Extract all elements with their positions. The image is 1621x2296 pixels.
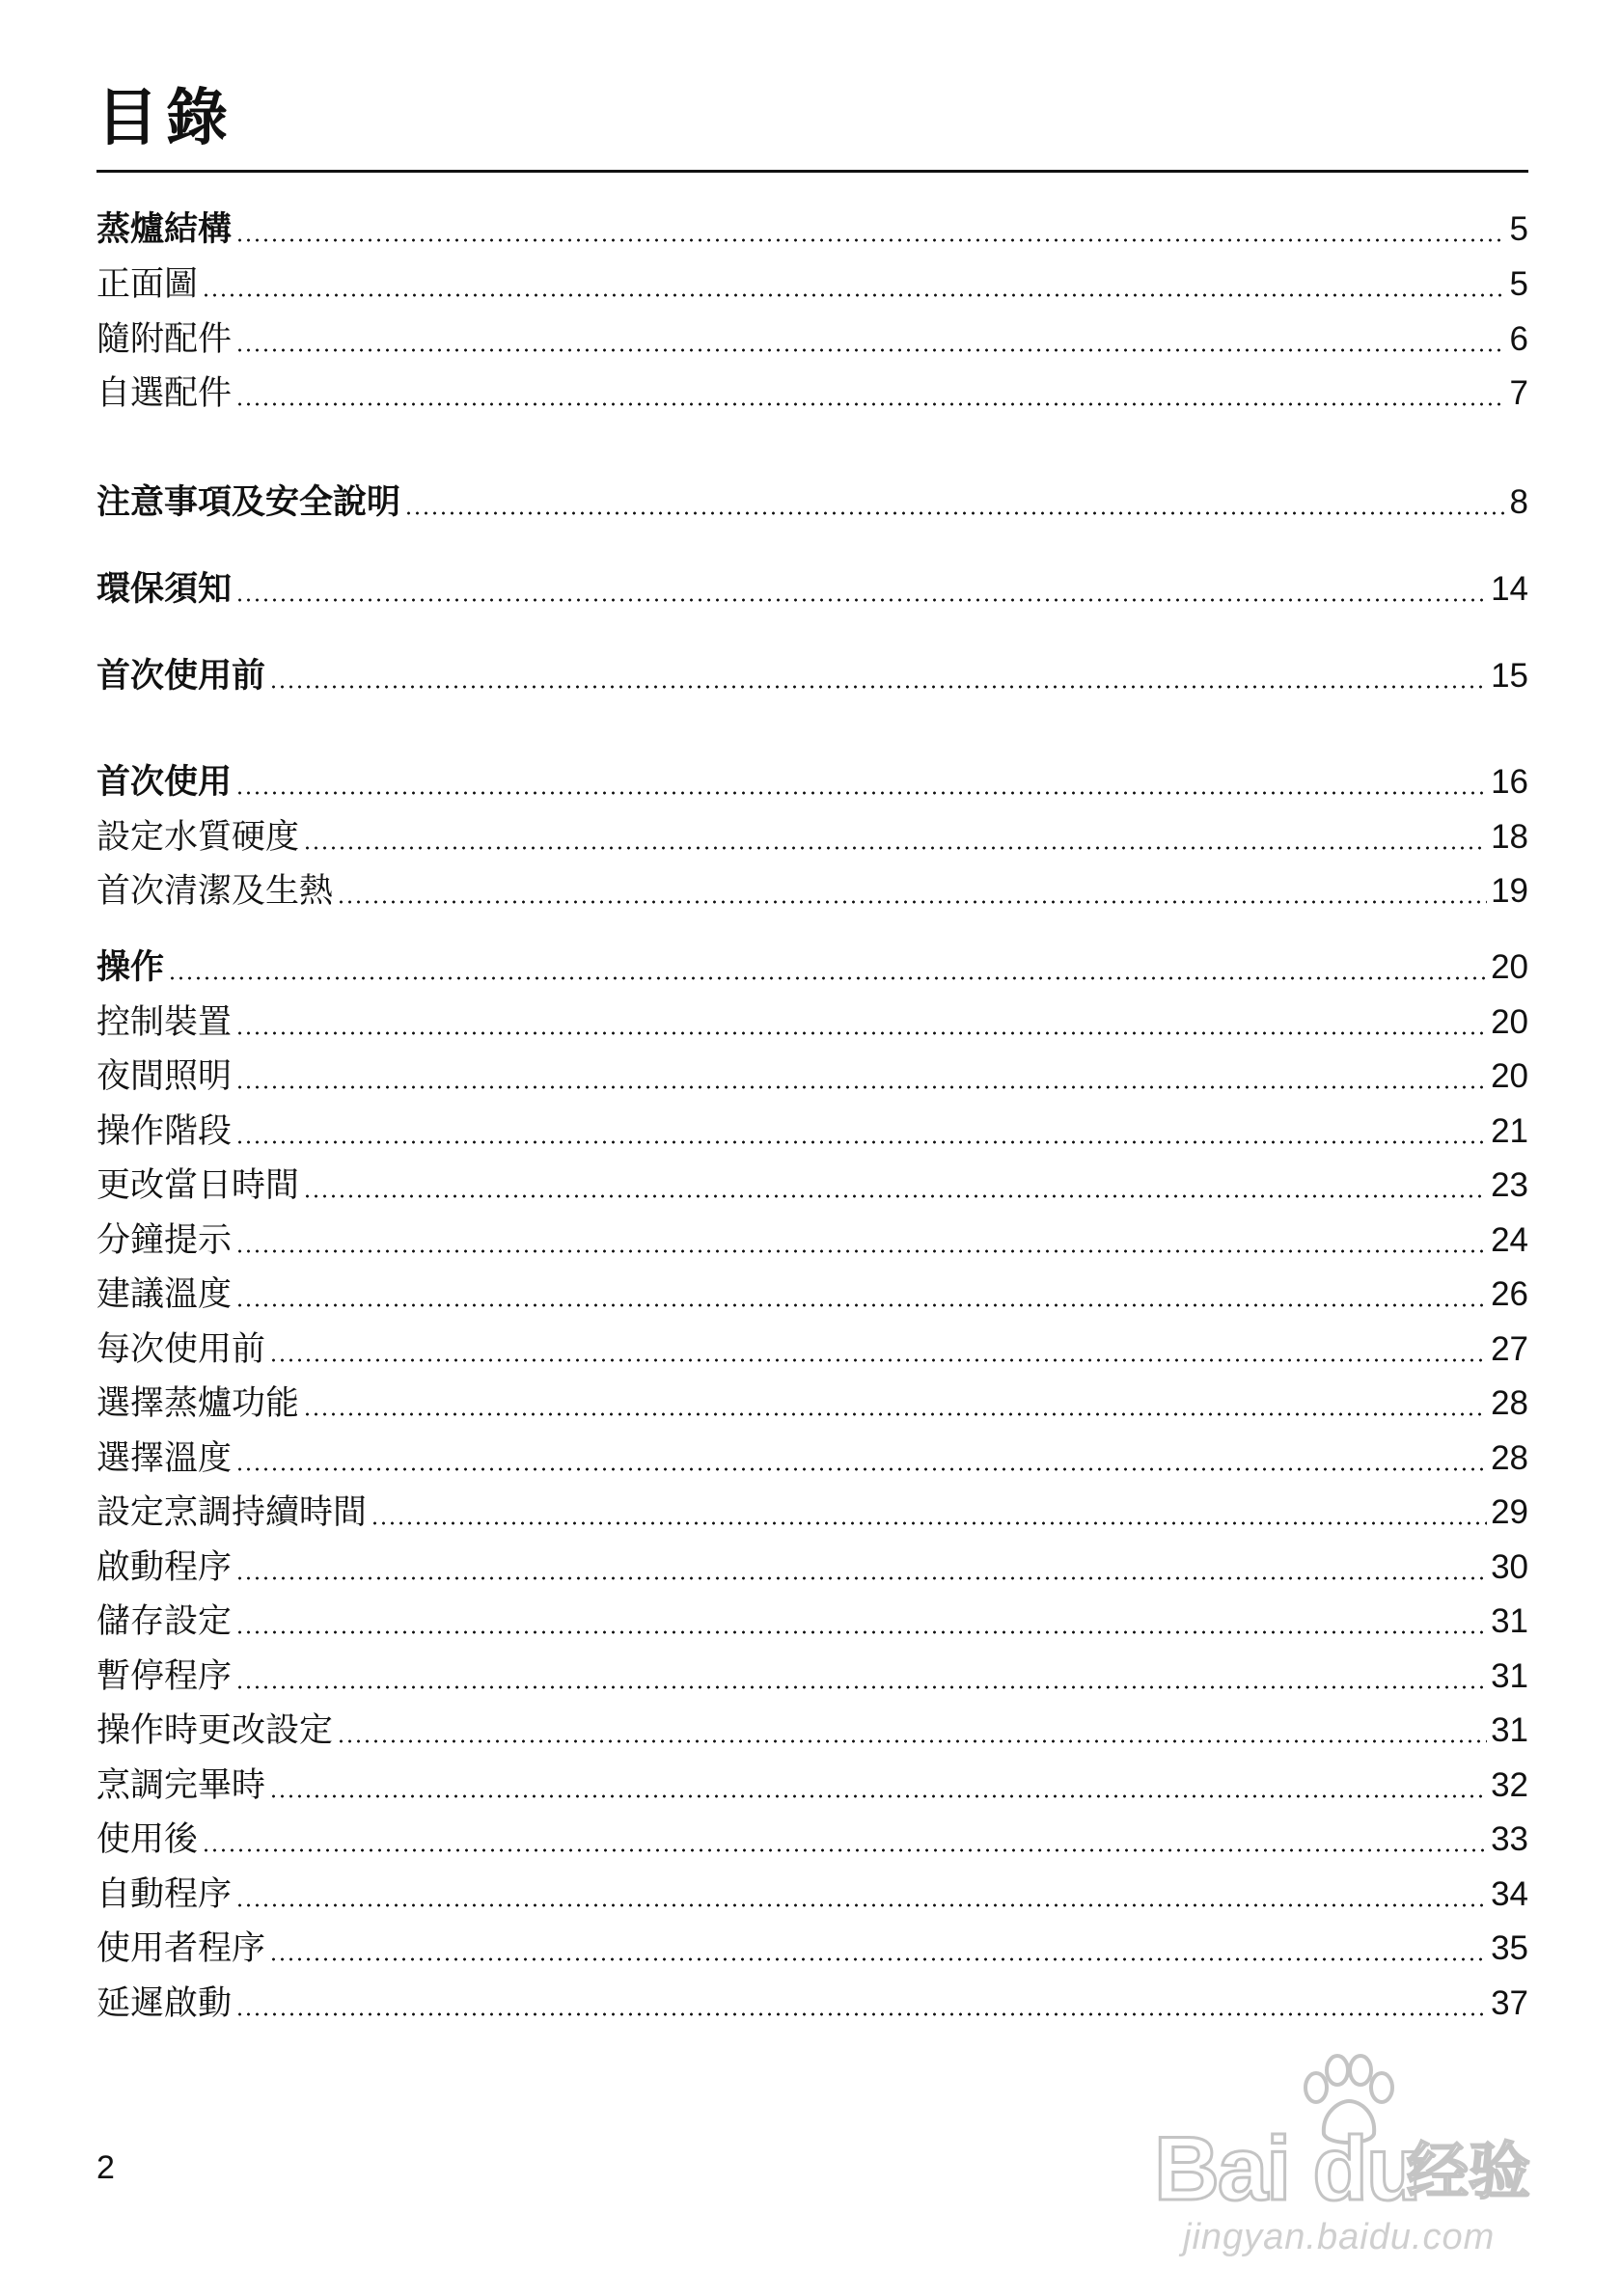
toc-entry[interactable] bbox=[96, 367, 1528, 421]
toc-entry[interactable] bbox=[96, 996, 1528, 1050]
watermark-brand: Bai du bbox=[1154, 2118, 1420, 2219]
toc-entry[interactable] bbox=[96, 203, 1528, 257]
toc-entry-label: 每次使用前 bbox=[96, 1330, 266, 1369]
toc-entry-label: 分鐘提示 bbox=[96, 1221, 233, 1260]
toc-entry-label: 自動程序 bbox=[96, 1875, 233, 1914]
toc-entry-page: 6 bbox=[1509, 320, 1528, 358]
toc-entry[interactable] bbox=[96, 864, 1528, 918]
toc-entry[interactable] bbox=[96, 810, 1528, 864]
toc-entry-label: 自選配件 bbox=[96, 374, 233, 413]
toc-entry-label: 暫停程序 bbox=[96, 1657, 233, 1696]
dot-leader bbox=[235, 402, 1506, 406]
toc-entry-label: 設定水質硬度 bbox=[96, 818, 300, 857]
toc-entry-label: 夜間照明 bbox=[96, 1057, 233, 1096]
toc-entry[interactable] bbox=[96, 1159, 1528, 1213]
dot-leader bbox=[235, 1685, 1487, 1689]
dot-leader bbox=[337, 900, 1487, 904]
toc-entry-page: 31 bbox=[1491, 1711, 1528, 1749]
toc-entry[interactable] bbox=[96, 1050, 1528, 1104]
toc-entry-page: 20 bbox=[1491, 948, 1528, 986]
toc-entry-label: 首次使用 bbox=[96, 763, 233, 802]
toc-entry-page: 15 bbox=[1491, 657, 1528, 695]
toc-entry[interactable] bbox=[96, 1323, 1528, 1377]
toc-entry-label: 更改當日時間 bbox=[96, 1166, 300, 1205]
toc-entry-label: 啟動程序 bbox=[96, 1548, 233, 1587]
toc-entry-label: 使用後 bbox=[96, 1820, 199, 1859]
toc-entry[interactable] bbox=[96, 476, 1528, 530]
toc-entry[interactable] bbox=[96, 1813, 1528, 1867]
dot-leader bbox=[235, 791, 1487, 795]
dot-leader bbox=[404, 511, 1506, 515]
toc-entry[interactable] bbox=[96, 1868, 1528, 1922]
dot-leader bbox=[269, 1358, 1487, 1362]
toc-entry-page: 35 bbox=[1491, 1929, 1528, 1967]
page-number: 2 bbox=[96, 2149, 115, 2186]
toc-entry-label: 正面圖 bbox=[96, 265, 199, 304]
dot-leader bbox=[235, 238, 1506, 242]
watermark-service: 经验 bbox=[1407, 2137, 1530, 2208]
toc-entry-page: 18 bbox=[1491, 818, 1528, 856]
dot-leader bbox=[235, 1085, 1487, 1089]
dot-leader bbox=[303, 1194, 1487, 1198]
dot-leader bbox=[235, 348, 1506, 352]
toc-entry-page: 19 bbox=[1491, 872, 1528, 910]
dot-leader bbox=[337, 1739, 1487, 1743]
toc-entry[interactable] bbox=[96, 258, 1528, 312]
table-of-contents bbox=[96, 0, 1528, 2296]
toc-entry-label: 隨附配件 bbox=[96, 320, 233, 359]
toc-entry-page: 32 bbox=[1491, 1766, 1528, 1804]
toc-entry-label: 選擇蒸爐功能 bbox=[96, 1384, 300, 1423]
toc-entry[interactable] bbox=[96, 755, 1528, 809]
toc-entry-page: 30 bbox=[1491, 1548, 1528, 1586]
toc-entry[interactable] bbox=[96, 1977, 1528, 2031]
toc-entry[interactable] bbox=[96, 1486, 1528, 1540]
toc-entry-label: 環保須知 bbox=[96, 570, 233, 609]
dot-leader bbox=[371, 1521, 1487, 1525]
dot-leader bbox=[235, 598, 1487, 602]
toc-entry-label: 控制裝置 bbox=[96, 1003, 233, 1042]
toc-entry-label: 使用者程序 bbox=[96, 1929, 266, 1968]
toc-entry[interactable] bbox=[96, 1214, 1528, 1268]
toc-entry-label: 首次清潔及生熱 bbox=[96, 872, 334, 911]
toc-entry-label: 注意事項及安全說明 bbox=[96, 483, 401, 522]
dot-leader bbox=[235, 1249, 1487, 1253]
toc-entry[interactable] bbox=[96, 1650, 1528, 1704]
dot-leader bbox=[235, 2012, 1487, 2016]
toc-entry-label: 選擇溫度 bbox=[96, 1439, 233, 1478]
toc-entry-page: 31 bbox=[1491, 1602, 1528, 1640]
toc-entry-page: 20 bbox=[1491, 1003, 1528, 1041]
toc-entry[interactable] bbox=[96, 1595, 1528, 1649]
dot-leader bbox=[235, 1576, 1487, 1580]
toc-entry[interactable] bbox=[96, 1377, 1528, 1431]
dot-leader bbox=[269, 1794, 1487, 1798]
dot-leader bbox=[235, 1303, 1487, 1307]
toc-entry-page: 14 bbox=[1491, 570, 1528, 608]
toc-entry-page: 24 bbox=[1491, 1221, 1528, 1259]
toc-entry-label: 蒸爐結構 bbox=[96, 210, 233, 249]
toc-entry-page: 5 bbox=[1509, 265, 1528, 303]
toc-entry[interactable] bbox=[96, 313, 1528, 367]
toc-entry-page: 23 bbox=[1491, 1166, 1528, 1204]
dot-leader bbox=[235, 1140, 1487, 1144]
toc-entry-page: 28 bbox=[1491, 1439, 1528, 1477]
watermark-url: jingyan.baidu.com bbox=[1183, 2217, 1496, 2257]
toc-entry[interactable] bbox=[96, 1922, 1528, 1976]
toc-entry[interactable] bbox=[96, 1268, 1528, 1322]
toc-entry-page: 20 bbox=[1491, 1057, 1528, 1095]
dot-leader bbox=[202, 293, 1506, 297]
dot-leader bbox=[235, 1467, 1487, 1471]
toc-entry[interactable] bbox=[96, 1759, 1528, 1813]
toc-entry-page: 28 bbox=[1491, 1384, 1528, 1422]
toc-entry[interactable] bbox=[96, 1704, 1528, 1758]
toc-entry-label: 操作階段 bbox=[96, 1112, 233, 1151]
dot-leader bbox=[235, 1031, 1487, 1035]
toc-entry[interactable] bbox=[96, 1432, 1528, 1486]
toc-entry[interactable] bbox=[96, 1105, 1528, 1159]
toc-entry-page: 31 bbox=[1491, 1657, 1528, 1695]
toc-entry-label: 建議溫度 bbox=[96, 1275, 233, 1314]
toc-entry-page: 7 bbox=[1509, 374, 1528, 412]
page-title: 目錄 bbox=[96, 83, 235, 154]
dot-leader bbox=[168, 976, 1487, 980]
toc-entry-label: 設定烹調持續時間 bbox=[96, 1493, 368, 1532]
toc-entry[interactable] bbox=[96, 649, 1528, 703]
dot-leader bbox=[235, 1903, 1487, 1907]
toc-entry-page: 5 bbox=[1509, 210, 1528, 248]
dot-leader bbox=[269, 685, 1487, 689]
toc-entry-page: 27 bbox=[1491, 1330, 1528, 1368]
dot-leader bbox=[303, 1412, 1487, 1416]
toc-entry-page: 26 bbox=[1491, 1275, 1528, 1313]
toc-entry-page: 16 bbox=[1491, 763, 1528, 801]
toc-entry-page: 8 bbox=[1509, 483, 1528, 521]
toc-entry-page: 34 bbox=[1491, 1875, 1528, 1913]
toc-entry-label: 儲存設定 bbox=[96, 1602, 233, 1641]
dot-leader bbox=[235, 1630, 1487, 1634]
toc-entry[interactable] bbox=[96, 562, 1528, 616]
toc-entry-page: 21 bbox=[1491, 1112, 1528, 1150]
dot-leader bbox=[202, 1848, 1487, 1852]
toc-entry-label: 烹調完畢時 bbox=[96, 1766, 266, 1805]
toc-entry-label: 操作 bbox=[96, 948, 165, 987]
toc-entry-page: 33 bbox=[1491, 1820, 1528, 1858]
dot-leader bbox=[269, 1957, 1487, 1961]
toc-entry-label: 操作時更改設定 bbox=[96, 1711, 334, 1750]
toc-entry[interactable] bbox=[96, 1541, 1528, 1595]
toc-entry-label: 首次使用前 bbox=[96, 657, 266, 696]
toc-entry-label: 延遲啟動 bbox=[96, 1984, 233, 2023]
toc-entry-page: 29 bbox=[1491, 1493, 1528, 1531]
toc-entry[interactable] bbox=[96, 941, 1528, 995]
dot-leader bbox=[303, 846, 1487, 850]
toc-entry-page: 37 bbox=[1491, 1984, 1528, 2022]
baidu-jingyan-watermark bbox=[1154, 2053, 1540, 2275]
